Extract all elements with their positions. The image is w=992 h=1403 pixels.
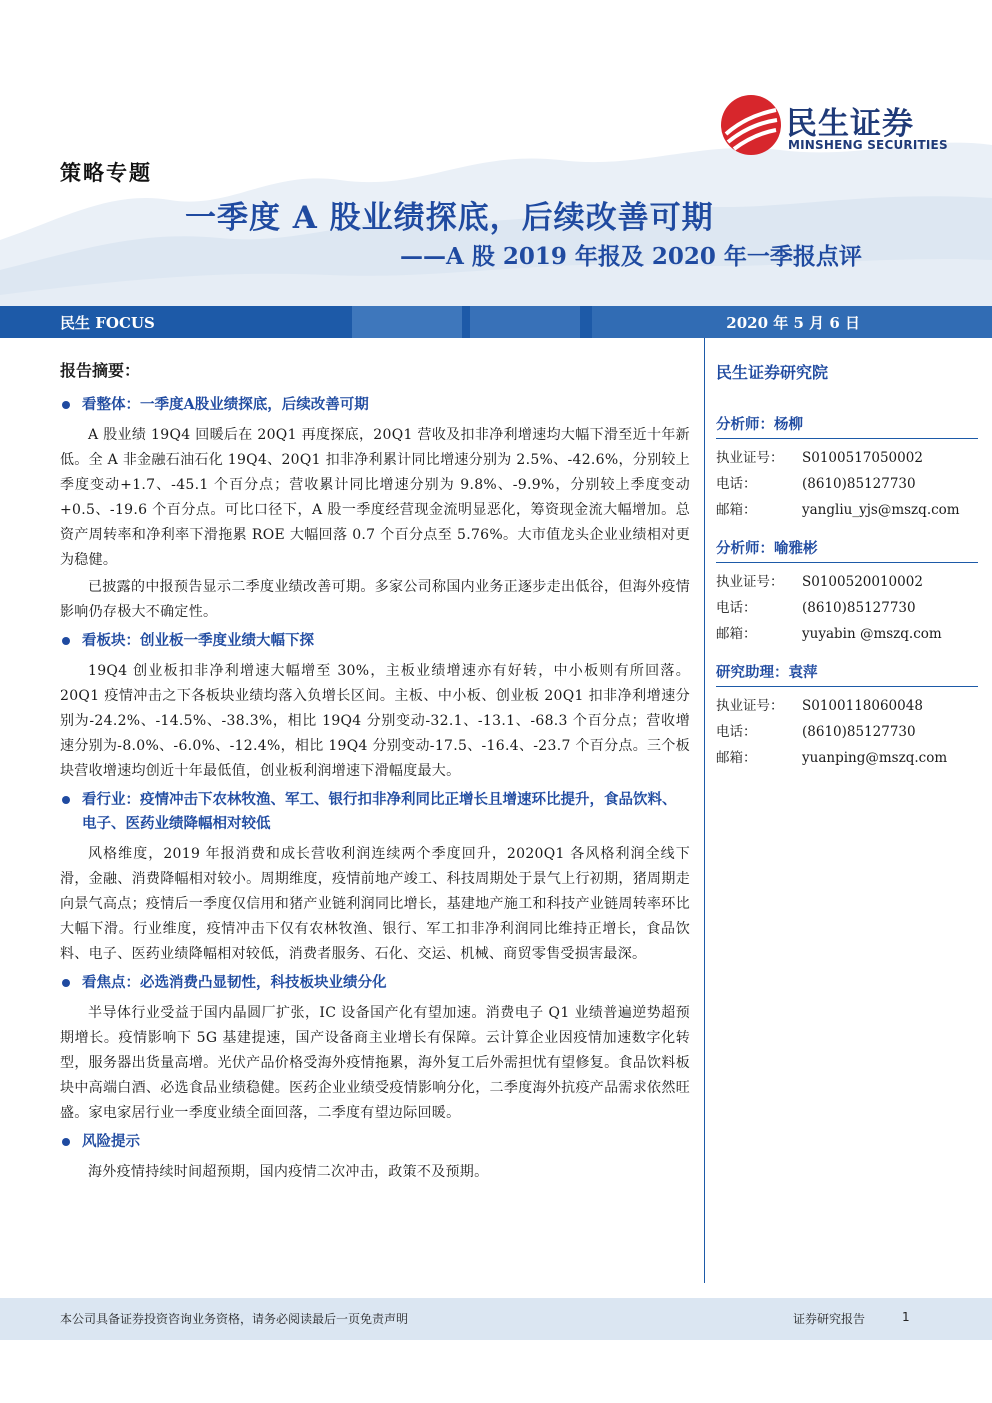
- phone-number: (8610)85127730: [802, 600, 916, 616]
- field-label: 电话：: [716, 724, 757, 740]
- field-label: 执业证号：: [716, 574, 784, 590]
- field-label: 执业证号：: [716, 698, 784, 714]
- field-label: 邮箱：: [716, 750, 757, 766]
- section-overall: [60, 393, 690, 625]
- section-heading: 看板块：创业板一季度业绩大幅下探: [60, 629, 690, 653]
- license-number: S0100520010002: [802, 574, 923, 590]
- section-heading: 看焦点：必选消费凸显韧性，科技板块业绩分化: [60, 971, 690, 995]
- paragraph: 风格维度，2019 年报消费和成长营收利润连续两个季度回升，2020Q1 各风格利润全线下滑，金融、消费降幅相对较小。周期维度，疫情前地产竣工、科技周期处于景气上行初期，猪周期走向景气高点；疫情后一季度仅信用和猪产业链利润同比增长，基建地产施工和科技产业链周转率环比大幅下滑。行业维度，疫情冲击下仅有农林牧渔、银行、军工扣非净利润同比维持正增长，食品饮料、电子、医药业绩降幅相对较低，消费者服务、石化、交运、机械、商贸零售受损害最深。: [60, 846, 690, 962]
- analyst-name: 研究助理：袁萍: [716, 661, 978, 687]
- bullet-icon: [62, 979, 70, 987]
- institute-name: 民生证券研究院: [716, 363, 829, 382]
- paragraph: 已披露的中报预告显示二季度业绩改善可期。多家公司称国内业务正逐步走出低谷，但海外疫情影响仍存极大不确定性。: [60, 579, 690, 620]
- license-number: S0100517050002: [802, 450, 923, 466]
- report-subtitle: ——A 股 2019 年报及 2020 年一季报点评: [400, 243, 862, 270]
- logo-chinese-text: 民生证券: [786, 106, 914, 142]
- bullet-icon: [62, 637, 70, 645]
- section-focus: [60, 971, 690, 1126]
- section-heading: 看整体：一季度A股业绩探底，后续改善可期: [60, 393, 690, 417]
- paragraph: A 股业绩 19Q4 回暖后在 20Q1 再度探底，20Q1 营收及扣非净利增速均大幅下滑至近十年新低。全 A 非金融石油石化 19Q4、20Q1 扣非净利累计同比增速分别为 2.5%、-42.6%，分别较上季度变动+1.7、-45.1 个百分点；营收累计同比增速分别为 9.8%、-9.9%，分别较上季度变动+0.5、-19.6 个百分点。可比口径下，A 股一季度经营现金流明显恶化，筹资现金流大幅增加。总资产周转率和净利率下滑拖累 ROE 大幅回落 0.7 个百分点至 5.76%。大市值龙头企业业绩相对更为稳健。: [60, 427, 690, 568]
- minsheng-logo-icon: [720, 94, 782, 156]
- header-bar: [0, 306, 992, 338]
- analyst-card: [716, 537, 978, 647]
- analyst-name: 分析师：喻雅彬: [716, 537, 978, 563]
- email-address[interactable]: yuyabin @mszq.com: [802, 626, 942, 642]
- page-number: 1: [902, 1310, 910, 1324]
- disclaimer-text: 本公司具备证券投资咨询业务资格，请务必阅读最后一页免责声明: [60, 1312, 409, 1326]
- section-risk: [60, 1130, 690, 1185]
- paragraph: 19Q4 创业板扣非净利增速大幅增至 30%，主板业绩增速亦有好转，中小板则有所回落。20Q1 疫情冲击之下各板块业绩均落入负增长区间。主板、中小板、创业板 20Q1 扣非净利增速分别为-24.2%、-14.5%、-38.3%，相比 19Q4 分别变动-32.1、-13.1、-68.3 个百分点；营收增速分别为-8.0%、-6.0%、-12.4%，相比 19Q4 分别变动-17.5、-16.4、-23.7 个百分点。三个板块营收增速均创近十年最低值，创业板利润增速下滑幅度最大。: [60, 663, 690, 779]
- company-logo: [720, 92, 960, 162]
- field-label: 邮箱：: [716, 626, 757, 642]
- analyst-card: [716, 413, 978, 523]
- focus-label: 民生 FOCUS: [60, 314, 155, 332]
- bullet-icon: [62, 796, 70, 804]
- section-industry: [60, 788, 690, 967]
- email-address[interactable]: yangliu_yjs@mszq.com: [802, 502, 960, 518]
- field-label: 邮箱：: [716, 502, 757, 518]
- column-divider: [704, 338, 705, 1283]
- report-title: 一季度 A 股业绩探底，后续改善可期: [185, 200, 714, 236]
- analyst-sidebar: [716, 360, 978, 785]
- report-type: 策略专题: [60, 160, 152, 185]
- analyst-card: [716, 661, 978, 771]
- field-label: 电话：: [716, 476, 757, 492]
- summary-title: 报告摘要：: [60, 361, 141, 380]
- analyst-name: 分析师：杨柳: [716, 413, 978, 439]
- paragraph: 半导体行业受益于国内晶圆厂扩张，IC 设备国产化有望加速。消费电子 Q1 业绩普遍逆势超预期增长。疫情影响下 5G 基建提速，国产设备商主业增长有保障。云计算企业因疫情加速数字化转型，服务器出货量高增。光伏产品价格受海外疫情拖累，海外复工后外需担忧有望修复。食品饮料板块中高端白酒、必选食品业绩稳健。医药企业业绩受疫情影响分化，二季度海外抗疫产品需求依然旺盛。家电家居行业一季度业绩全面回落，二季度有望边际回暖。: [60, 1005, 690, 1121]
- section-heading: 风险提示: [60, 1130, 690, 1154]
- section-boards: [60, 629, 690, 784]
- phone-number: (8610)85127730: [802, 476, 916, 492]
- license-number: S0100118060048: [802, 698, 923, 714]
- paragraph: 海外疫情持续时间超预期，国内疫情二次冲击，政策不及预期。: [88, 1164, 489, 1180]
- bullet-icon: [62, 1138, 70, 1146]
- report-label: 证券研究报告: [793, 1312, 866, 1326]
- logo-english-text: MINSHENG SECURITIES: [788, 138, 948, 152]
- report-summary: [60, 358, 690, 1189]
- report-date: 2020 年 5 月 6 日: [726, 314, 860, 332]
- email-address[interactable]: yuanping@mszq.com: [802, 750, 948, 766]
- page-footer: [0, 1298, 992, 1340]
- section-heading: 看行业：疫情冲击下农林牧渔、军工、银行扣非净利同比正增长且增速环比提升，食品饮料、电子、医药业绩降幅相对较低: [60, 788, 690, 836]
- field-label: 电话：: [716, 600, 757, 616]
- bullet-icon: [62, 401, 70, 409]
- field-label: 执业证号：: [716, 450, 784, 466]
- phone-number: (8610)85127730: [802, 724, 916, 740]
